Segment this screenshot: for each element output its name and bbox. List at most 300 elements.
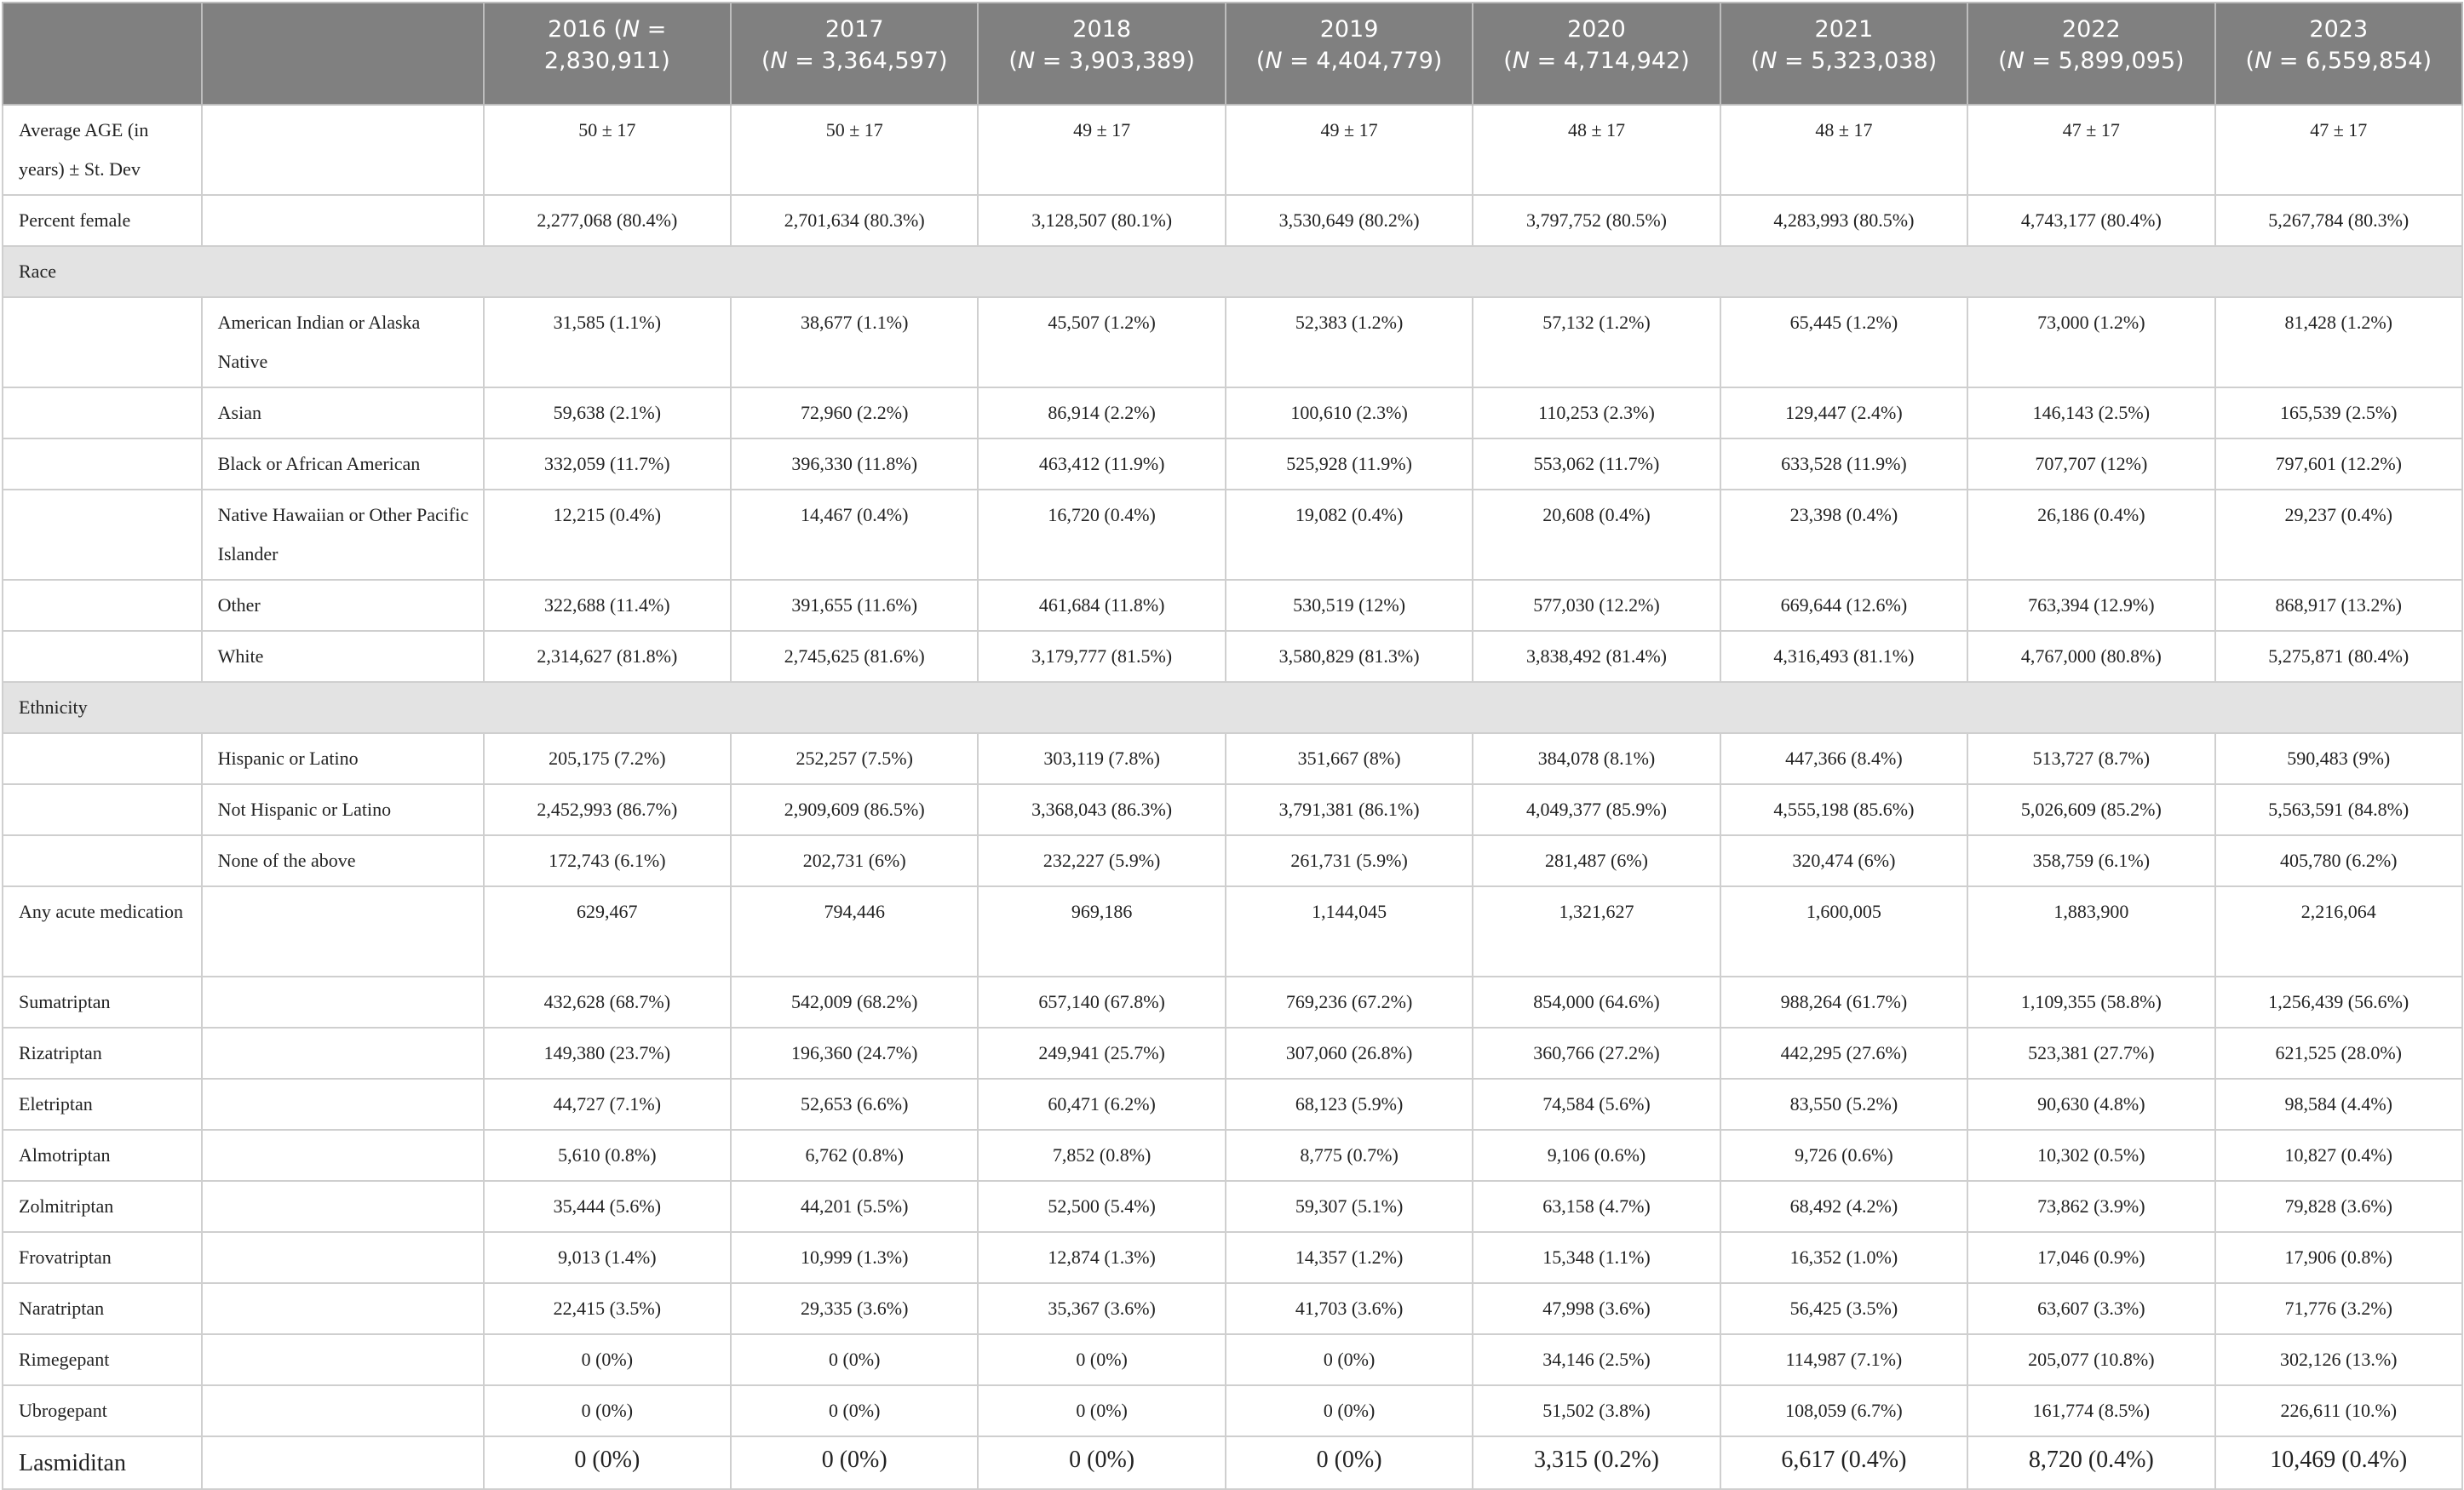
value-cell: 47,998 (3.6%) bbox=[1473, 1283, 1720, 1334]
value-cell: 6,617 (0.4%) bbox=[1720, 1436, 1967, 1489]
row-sublabel bbox=[202, 1079, 484, 1130]
value-cell: 0 (0%) bbox=[484, 1436, 731, 1489]
value-cell: 3,128,507 (80.1%) bbox=[978, 195, 1225, 246]
value-cell: 161,774 (8.5%) bbox=[1967, 1385, 2214, 1436]
value-cell: 405,780 (6.2%) bbox=[2215, 835, 2462, 886]
value-cell: 56,425 (3.5%) bbox=[1720, 1283, 1967, 1334]
section-label: Race bbox=[3, 246, 2462, 297]
value-cell: 0 (0%) bbox=[484, 1334, 731, 1385]
row-sublabel bbox=[202, 1028, 484, 1079]
value-cell: 10,827 (0.4%) bbox=[2215, 1130, 2462, 1181]
value-cell: 396,330 (11.8%) bbox=[731, 438, 978, 490]
value-cell: 57,132 (1.2%) bbox=[1473, 297, 1720, 387]
n-equals: = bbox=[2024, 48, 2059, 74]
row-label: Rizatriptan bbox=[3, 1028, 202, 1079]
value-cell: 9,106 (0.6%) bbox=[1473, 1130, 1720, 1181]
row-label bbox=[3, 387, 202, 438]
value-cell: 3,530,649 (80.2%) bbox=[1226, 195, 1473, 246]
value-cell: 854,000 (64.6%) bbox=[1473, 977, 1720, 1028]
value-cell: 16,720 (0.4%) bbox=[978, 490, 1225, 580]
value-cell: 9,013 (1.4%) bbox=[484, 1232, 731, 1283]
value-cell: 14,357 (1.2%) bbox=[1226, 1232, 1473, 1283]
value-cell: 172,743 (6.1%) bbox=[484, 835, 731, 886]
value-cell: 629,467 bbox=[484, 886, 731, 977]
table-row bbox=[3, 784, 2462, 835]
table-row bbox=[3, 1181, 2462, 1232]
row-sublabel: Not Hispanic or Latino bbox=[202, 784, 484, 835]
year-label: 2019 bbox=[1319, 16, 1379, 43]
table-row bbox=[3, 490, 2462, 580]
value-cell: 44,201 (5.5%) bbox=[731, 1181, 978, 1232]
year-label: 2022 bbox=[2061, 16, 2121, 43]
year-header bbox=[1720, 3, 1967, 105]
row-sublabel bbox=[202, 105, 484, 195]
row-label: Frovatriptan bbox=[3, 1232, 202, 1283]
value-cell: 988,264 (61.7%) bbox=[1720, 977, 1967, 1028]
table-row bbox=[3, 387, 2462, 438]
value-cell: 1,256,439 (56.6%) bbox=[2215, 977, 2462, 1028]
row-label: Ubrogepant bbox=[3, 1385, 202, 1436]
year-header bbox=[2215, 3, 2462, 105]
table-body bbox=[3, 105, 2462, 1489]
value-cell: 358,759 (6.1%) bbox=[1967, 835, 2214, 886]
value-cell: 442,295 (27.6%) bbox=[1720, 1028, 1967, 1079]
value-cell: 797,601 (12.2%) bbox=[2215, 438, 2462, 490]
value-cell: 2,314,627 (81.8%) bbox=[484, 631, 731, 682]
value-cell: 196,360 (24.7%) bbox=[731, 1028, 978, 1079]
value-cell: 71,776 (3.2%) bbox=[2215, 1283, 2462, 1334]
value-cell: 63,158 (4.7%) bbox=[1473, 1181, 1720, 1232]
sample-size: (N = 3,903,389) bbox=[1008, 48, 1195, 74]
value-cell: 4,767,000 (80.8%) bbox=[1967, 631, 2214, 682]
value-cell: 0 (0%) bbox=[731, 1436, 978, 1489]
n-value: 3,903,389 bbox=[1068, 48, 1186, 74]
value-cell: 47 ± 17 bbox=[2215, 105, 2462, 195]
sample-size: (N = 5,323,038) bbox=[1750, 48, 1938, 74]
value-cell: 657,140 (67.8%) bbox=[978, 977, 1225, 1028]
table-row bbox=[3, 631, 2462, 682]
value-cell: 129,447 (2.4%) bbox=[1720, 387, 1967, 438]
value-cell: 12,215 (0.4%) bbox=[484, 490, 731, 580]
row-sublabel: Hispanic or Latino bbox=[202, 733, 484, 784]
value-cell: 100,610 (2.3%) bbox=[1226, 387, 1473, 438]
value-cell: 384,078 (8.1%) bbox=[1473, 733, 1720, 784]
value-cell: 34,146 (2.5%) bbox=[1473, 1334, 1720, 1385]
year-header bbox=[1967, 3, 2214, 105]
year-label: 2017 bbox=[824, 16, 884, 43]
value-cell: 146,143 (2.5%) bbox=[1967, 387, 2214, 438]
table-row bbox=[3, 580, 2462, 631]
table-row bbox=[3, 297, 2462, 387]
value-cell: 79,828 (3.6%) bbox=[2215, 1181, 2462, 1232]
sample-size: N = 2,830,911) bbox=[543, 16, 670, 74]
table-row bbox=[3, 195, 2462, 246]
n-symbol: N bbox=[2254, 48, 2272, 74]
n-symbol: N bbox=[1265, 48, 1283, 74]
section-row bbox=[3, 682, 2462, 733]
value-cell: 1,109,355 (58.8%) bbox=[1967, 977, 2214, 1028]
value-cell: 542,009 (68.2%) bbox=[731, 977, 978, 1028]
row-label: Lasmiditan bbox=[3, 1436, 202, 1489]
value-cell: 98,584 (4.4%) bbox=[2215, 1079, 2462, 1130]
value-cell: 432,628 (68.7%) bbox=[484, 977, 731, 1028]
value-cell: 0 (0%) bbox=[978, 1334, 1225, 1385]
row-label bbox=[3, 438, 202, 490]
row-sublabel bbox=[202, 1181, 484, 1232]
value-cell: 2,452,993 (86.7%) bbox=[484, 784, 731, 835]
row-sublabel: American Indian or Alaska Native bbox=[202, 297, 484, 387]
value-cell: 44,727 (7.1%) bbox=[484, 1079, 731, 1130]
value-cell: 38,677 (1.1%) bbox=[731, 297, 978, 387]
value-cell: 110,253 (2.3%) bbox=[1473, 387, 1720, 438]
value-cell: 108,059 (6.7%) bbox=[1720, 1385, 1967, 1436]
table-row bbox=[3, 1334, 2462, 1385]
value-cell: 2,277,068 (80.4%) bbox=[484, 195, 731, 246]
row-label: Sumatriptan bbox=[3, 977, 202, 1028]
value-cell: 16,352 (1.0%) bbox=[1720, 1232, 1967, 1283]
row-label bbox=[3, 490, 202, 580]
value-cell: 0 (0%) bbox=[978, 1436, 1225, 1489]
row-label: Naratriptan bbox=[3, 1283, 202, 1334]
sample-size: (N = 4,404,779) bbox=[1255, 48, 1443, 74]
value-cell: 10,999 (1.3%) bbox=[731, 1232, 978, 1283]
row-label bbox=[3, 733, 202, 784]
row-label: Any acute medication bbox=[3, 886, 202, 977]
value-cell: 7,852 (0.8%) bbox=[978, 1130, 1225, 1181]
value-cell: 48 ± 17 bbox=[1720, 105, 1967, 195]
row-sublabel bbox=[202, 1385, 484, 1436]
value-cell: 51,502 (3.8%) bbox=[1473, 1385, 1720, 1436]
value-cell: 29,237 (0.4%) bbox=[2215, 490, 2462, 580]
value-cell: 4,283,993 (80.5%) bbox=[1720, 195, 1967, 246]
value-cell: 2,745,625 (81.6%) bbox=[731, 631, 978, 682]
value-cell: 794,446 bbox=[731, 886, 978, 977]
sample-size: (N = 6,559,854) bbox=[2245, 48, 2432, 74]
table-row bbox=[3, 1028, 2462, 1079]
value-cell: 360,766 (27.2%) bbox=[1473, 1028, 1720, 1079]
value-cell: 65,445 (1.2%) bbox=[1720, 297, 1967, 387]
row-label: Eletriptan bbox=[3, 1079, 202, 1130]
table-row bbox=[3, 1130, 2462, 1181]
table-row bbox=[3, 1232, 2462, 1283]
row-sublabel: None of the above bbox=[202, 835, 484, 886]
n-equals: = bbox=[1035, 48, 1069, 74]
n-value: 6,559,854 bbox=[2306, 48, 2423, 74]
n-symbol: N bbox=[1760, 48, 1778, 74]
table-row bbox=[3, 733, 2462, 784]
value-cell: 302,126 (13.%) bbox=[2215, 1334, 2462, 1385]
value-cell: 523,381 (27.7%) bbox=[1967, 1028, 2214, 1079]
row-sublabel: White bbox=[202, 631, 484, 682]
value-cell: 74,584 (5.6%) bbox=[1473, 1079, 1720, 1130]
row-sublabel: Other bbox=[202, 580, 484, 631]
value-cell: 10,469 (0.4%) bbox=[2215, 1436, 2462, 1489]
value-cell: 23,398 (0.4%) bbox=[1720, 490, 1967, 580]
value-cell: 59,638 (2.1%) bbox=[484, 387, 731, 438]
row-sublabel: Asian bbox=[202, 387, 484, 438]
value-cell: 72,960 (2.2%) bbox=[731, 387, 978, 438]
value-cell: 763,394 (12.9%) bbox=[1967, 580, 2214, 631]
n-equals: = bbox=[2272, 48, 2306, 74]
n-equals: = bbox=[787, 48, 822, 74]
n-symbol: N bbox=[1512, 48, 1530, 74]
row-label bbox=[3, 297, 202, 387]
value-cell: 205,175 (7.2%) bbox=[484, 733, 731, 784]
value-cell: 252,257 (7.5%) bbox=[731, 733, 978, 784]
value-cell: 73,862 (3.9%) bbox=[1967, 1181, 2214, 1232]
value-cell: 530,519 (12%) bbox=[1226, 580, 1473, 631]
row-label: Percent female bbox=[3, 195, 202, 246]
value-cell: 1,321,627 bbox=[1473, 886, 1720, 977]
value-cell: 9,726 (0.6%) bbox=[1720, 1130, 1967, 1181]
value-cell: 4,743,177 (80.4%) bbox=[1967, 195, 2214, 246]
table-row bbox=[3, 105, 2462, 195]
value-cell: 86,914 (2.2%) bbox=[978, 387, 1225, 438]
value-cell: 52,500 (5.4%) bbox=[978, 1181, 1225, 1232]
value-cell: 52,653 (6.6%) bbox=[731, 1079, 978, 1130]
row-label: Rimegepant bbox=[3, 1334, 202, 1385]
value-cell: 202,731 (6%) bbox=[731, 835, 978, 886]
value-cell: 5,275,871 (80.4%) bbox=[2215, 631, 2462, 682]
n-value: 3,364,597 bbox=[821, 48, 939, 74]
value-cell: 1,600,005 bbox=[1720, 886, 1967, 977]
row-label bbox=[3, 784, 202, 835]
demographics-table bbox=[2, 2, 2463, 1490]
year-label: 2016 ( bbox=[548, 16, 623, 43]
value-cell: 969,186 bbox=[978, 886, 1225, 977]
row-sublabel bbox=[202, 1334, 484, 1385]
value-cell: 49 ± 17 bbox=[1226, 105, 1473, 195]
value-cell: 463,412 (11.9%) bbox=[978, 438, 1225, 490]
value-cell: 707,707 (12%) bbox=[1967, 438, 2214, 490]
year-header bbox=[1473, 3, 1720, 105]
value-cell: 83,550 (5.2%) bbox=[1720, 1079, 1967, 1130]
n-symbol: N bbox=[2007, 48, 2025, 74]
value-cell: 114,987 (7.1%) bbox=[1720, 1334, 1967, 1385]
n-value: 5,323,038 bbox=[1811, 48, 1928, 74]
value-cell: 577,030 (12.2%) bbox=[1473, 580, 1720, 631]
value-cell: 8,720 (0.4%) bbox=[1967, 1436, 2214, 1489]
value-cell: 47 ± 17 bbox=[1967, 105, 2214, 195]
value-cell: 59,307 (5.1%) bbox=[1226, 1181, 1473, 1232]
value-cell: 5,026,609 (85.2%) bbox=[1967, 784, 2214, 835]
row-sublabel bbox=[202, 1130, 484, 1181]
n-value: 4,404,779 bbox=[1316, 48, 1433, 74]
header-corner-sub bbox=[202, 3, 484, 105]
row-label: Average AGE (in years) ± St. Dev bbox=[3, 105, 202, 195]
value-cell: 447,366 (8.4%) bbox=[1720, 733, 1967, 784]
table-row bbox=[3, 1283, 2462, 1334]
value-cell: 320,474 (6%) bbox=[1720, 835, 1967, 886]
row-sublabel: Native Hawaiian or Other Pacific Islander bbox=[202, 490, 484, 580]
value-cell: 45,507 (1.2%) bbox=[978, 297, 1225, 387]
year-label: 2018 bbox=[1072, 16, 1131, 43]
value-cell: 68,492 (4.2%) bbox=[1720, 1181, 1967, 1232]
year-header bbox=[978, 3, 1225, 105]
year-label: 2021 bbox=[1814, 16, 1874, 43]
header-row bbox=[3, 3, 2462, 105]
value-cell: 281,487 (6%) bbox=[1473, 835, 1720, 886]
n-equals: = bbox=[1777, 48, 1812, 74]
value-cell: 50 ± 17 bbox=[731, 105, 978, 195]
row-sublabel bbox=[202, 977, 484, 1028]
value-cell: 12,874 (1.3%) bbox=[978, 1232, 1225, 1283]
value-cell: 17,046 (0.9%) bbox=[1967, 1232, 2214, 1283]
value-cell: 590,483 (9%) bbox=[2215, 733, 2462, 784]
value-cell: 0 (0%) bbox=[1226, 1436, 1473, 1489]
table-header bbox=[3, 3, 2462, 105]
value-cell: 0 (0%) bbox=[1226, 1334, 1473, 1385]
row-label bbox=[3, 835, 202, 886]
row-sublabel bbox=[202, 886, 484, 977]
section-label: Ethnicity bbox=[3, 682, 2462, 733]
value-cell: 669,644 (12.6%) bbox=[1720, 580, 1967, 631]
value-cell: 63,607 (3.3%) bbox=[1967, 1283, 2214, 1334]
value-cell: 20,608 (0.4%) bbox=[1473, 490, 1720, 580]
row-label: Zolmitriptan bbox=[3, 1181, 202, 1232]
value-cell: 4,049,377 (85.9%) bbox=[1473, 784, 1720, 835]
value-cell: 303,119 (7.8%) bbox=[978, 733, 1225, 784]
value-cell: 29,335 (3.6%) bbox=[731, 1283, 978, 1334]
value-cell: 26,186 (0.4%) bbox=[1967, 490, 2214, 580]
value-cell: 149,380 (23.7%) bbox=[484, 1028, 731, 1079]
table-row bbox=[3, 1079, 2462, 1130]
value-cell: 35,444 (5.6%) bbox=[484, 1181, 731, 1232]
value-cell: 322,688 (11.4%) bbox=[484, 580, 731, 631]
value-cell: 165,539 (2.5%) bbox=[2215, 387, 2462, 438]
value-cell: 49 ± 17 bbox=[978, 105, 1225, 195]
row-label bbox=[3, 631, 202, 682]
n-equals: = bbox=[640, 16, 667, 43]
value-cell: 3,797,752 (80.5%) bbox=[1473, 195, 1720, 246]
value-cell: 52,383 (1.2%) bbox=[1226, 297, 1473, 387]
value-cell: 60,471 (6.2%) bbox=[978, 1079, 1225, 1130]
year-header bbox=[731, 3, 978, 105]
value-cell: 2,216,064 bbox=[2215, 886, 2462, 977]
value-cell: 868,917 (13.2%) bbox=[2215, 580, 2462, 631]
value-cell: 17,906 (0.8%) bbox=[2215, 1232, 2462, 1283]
n-symbol: N bbox=[623, 16, 640, 43]
value-cell: 226,611 (10.%) bbox=[2215, 1385, 2462, 1436]
value-cell: 351,667 (8%) bbox=[1226, 733, 1473, 784]
value-cell: 553,062 (11.7%) bbox=[1473, 438, 1720, 490]
value-cell: 633,528 (11.9%) bbox=[1720, 438, 1967, 490]
value-cell: 3,368,043 (86.3%) bbox=[978, 784, 1225, 835]
value-cell: 50 ± 17 bbox=[484, 105, 731, 195]
value-cell: 14,467 (0.4%) bbox=[731, 490, 978, 580]
value-cell: 15,348 (1.1%) bbox=[1473, 1232, 1720, 1283]
n-equals: = bbox=[1529, 48, 1564, 74]
value-cell: 31,585 (1.1%) bbox=[484, 297, 731, 387]
value-cell: 22,415 (3.5%) bbox=[484, 1283, 731, 1334]
row-sublabel bbox=[202, 1232, 484, 1283]
n-value: 2,830,911 bbox=[543, 48, 662, 74]
table-row bbox=[3, 438, 2462, 490]
year-label: 2020 bbox=[1567, 16, 1626, 43]
sample-size: (N = 4,714,942) bbox=[1503, 48, 1690, 74]
row-label bbox=[3, 580, 202, 631]
value-cell: 0 (0%) bbox=[1226, 1385, 1473, 1436]
value-cell: 5,267,784 (80.3%) bbox=[2215, 195, 2462, 246]
table-row bbox=[3, 835, 2462, 886]
value-cell: 621,525 (28.0%) bbox=[2215, 1028, 2462, 1079]
n-value: 5,899,095 bbox=[2058, 48, 2176, 74]
n-equals: = bbox=[1282, 48, 1317, 74]
value-cell: 4,316,493 (81.1%) bbox=[1720, 631, 1967, 682]
value-cell: 3,791,381 (86.1%) bbox=[1226, 784, 1473, 835]
value-cell: 68,123 (5.9%) bbox=[1226, 1079, 1473, 1130]
value-cell: 5,610 (0.8%) bbox=[484, 1130, 731, 1181]
value-cell: 391,655 (11.6%) bbox=[731, 580, 978, 631]
year-header bbox=[1226, 3, 1473, 105]
value-cell: 4,555,198 (85.6%) bbox=[1720, 784, 1967, 835]
sample-size: (N = 5,899,095) bbox=[1998, 48, 2185, 74]
value-cell: 0 (0%) bbox=[484, 1385, 731, 1436]
value-cell: 6,762 (0.8%) bbox=[731, 1130, 978, 1181]
table-row bbox=[3, 886, 2462, 977]
value-cell: 1,144,045 bbox=[1226, 886, 1473, 977]
value-cell: 1,883,900 bbox=[1967, 886, 2214, 977]
value-cell: 5,563,591 (84.8%) bbox=[2215, 784, 2462, 835]
value-cell: 0 (0%) bbox=[978, 1385, 1225, 1436]
value-cell: 3,179,777 (81.5%) bbox=[978, 631, 1225, 682]
value-cell: 3,838,492 (81.4%) bbox=[1473, 631, 1720, 682]
value-cell: 10,302 (0.5%) bbox=[1967, 1130, 2214, 1181]
value-cell: 0 (0%) bbox=[731, 1334, 978, 1385]
value-cell: 307,060 (26.8%) bbox=[1226, 1028, 1473, 1079]
n-symbol: N bbox=[770, 48, 788, 74]
value-cell: 3,315 (0.2%) bbox=[1473, 1436, 1720, 1489]
value-cell: 48 ± 17 bbox=[1473, 105, 1720, 195]
n-value: 4,714,942 bbox=[1563, 48, 1681, 74]
value-cell: 90,630 (4.8%) bbox=[1967, 1079, 2214, 1130]
value-cell: 525,928 (11.9%) bbox=[1226, 438, 1473, 490]
row-sublabel: Black or African American bbox=[202, 438, 484, 490]
n-symbol: N bbox=[1017, 48, 1036, 74]
value-cell: 81,428 (1.2%) bbox=[2215, 297, 2462, 387]
value-cell: 2,909,609 (86.5%) bbox=[731, 784, 978, 835]
value-cell: 41,703 (3.6%) bbox=[1226, 1283, 1473, 1334]
row-label: Almotriptan bbox=[3, 1130, 202, 1181]
table-row bbox=[3, 1385, 2462, 1436]
value-cell: 769,236 (67.2%) bbox=[1226, 977, 1473, 1028]
year-header bbox=[484, 3, 731, 105]
value-cell: 35,367 (3.6%) bbox=[978, 1283, 1225, 1334]
table-row bbox=[3, 977, 2462, 1028]
value-cell: 19,082 (0.4%) bbox=[1226, 490, 1473, 580]
value-cell: 205,077 (10.8%) bbox=[1967, 1334, 2214, 1385]
year-label: 2023 bbox=[2309, 16, 2369, 43]
section-row bbox=[3, 246, 2462, 297]
value-cell: 461,684 (11.8%) bbox=[978, 580, 1225, 631]
value-cell: 2,701,634 (80.3%) bbox=[731, 195, 978, 246]
value-cell: 0 (0%) bbox=[731, 1385, 978, 1436]
value-cell: 513,727 (8.7%) bbox=[1967, 733, 2214, 784]
value-cell: 3,580,829 (81.3%) bbox=[1226, 631, 1473, 682]
table-row bbox=[3, 1436, 2462, 1489]
value-cell: 332,059 (11.7%) bbox=[484, 438, 731, 490]
value-cell: 8,775 (0.7%) bbox=[1226, 1130, 1473, 1181]
value-cell: 249,941 (25.7%) bbox=[978, 1028, 1225, 1079]
row-sublabel bbox=[202, 1436, 484, 1489]
value-cell: 232,227 (5.9%) bbox=[978, 835, 1225, 886]
value-cell: 261,731 (5.9%) bbox=[1226, 835, 1473, 886]
header-corner-label bbox=[3, 3, 202, 105]
sample-size: (N = 3,364,597) bbox=[761, 48, 948, 74]
value-cell: 73,000 (1.2%) bbox=[1967, 297, 2214, 387]
row-sublabel bbox=[202, 195, 484, 246]
row-sublabel bbox=[202, 1283, 484, 1334]
